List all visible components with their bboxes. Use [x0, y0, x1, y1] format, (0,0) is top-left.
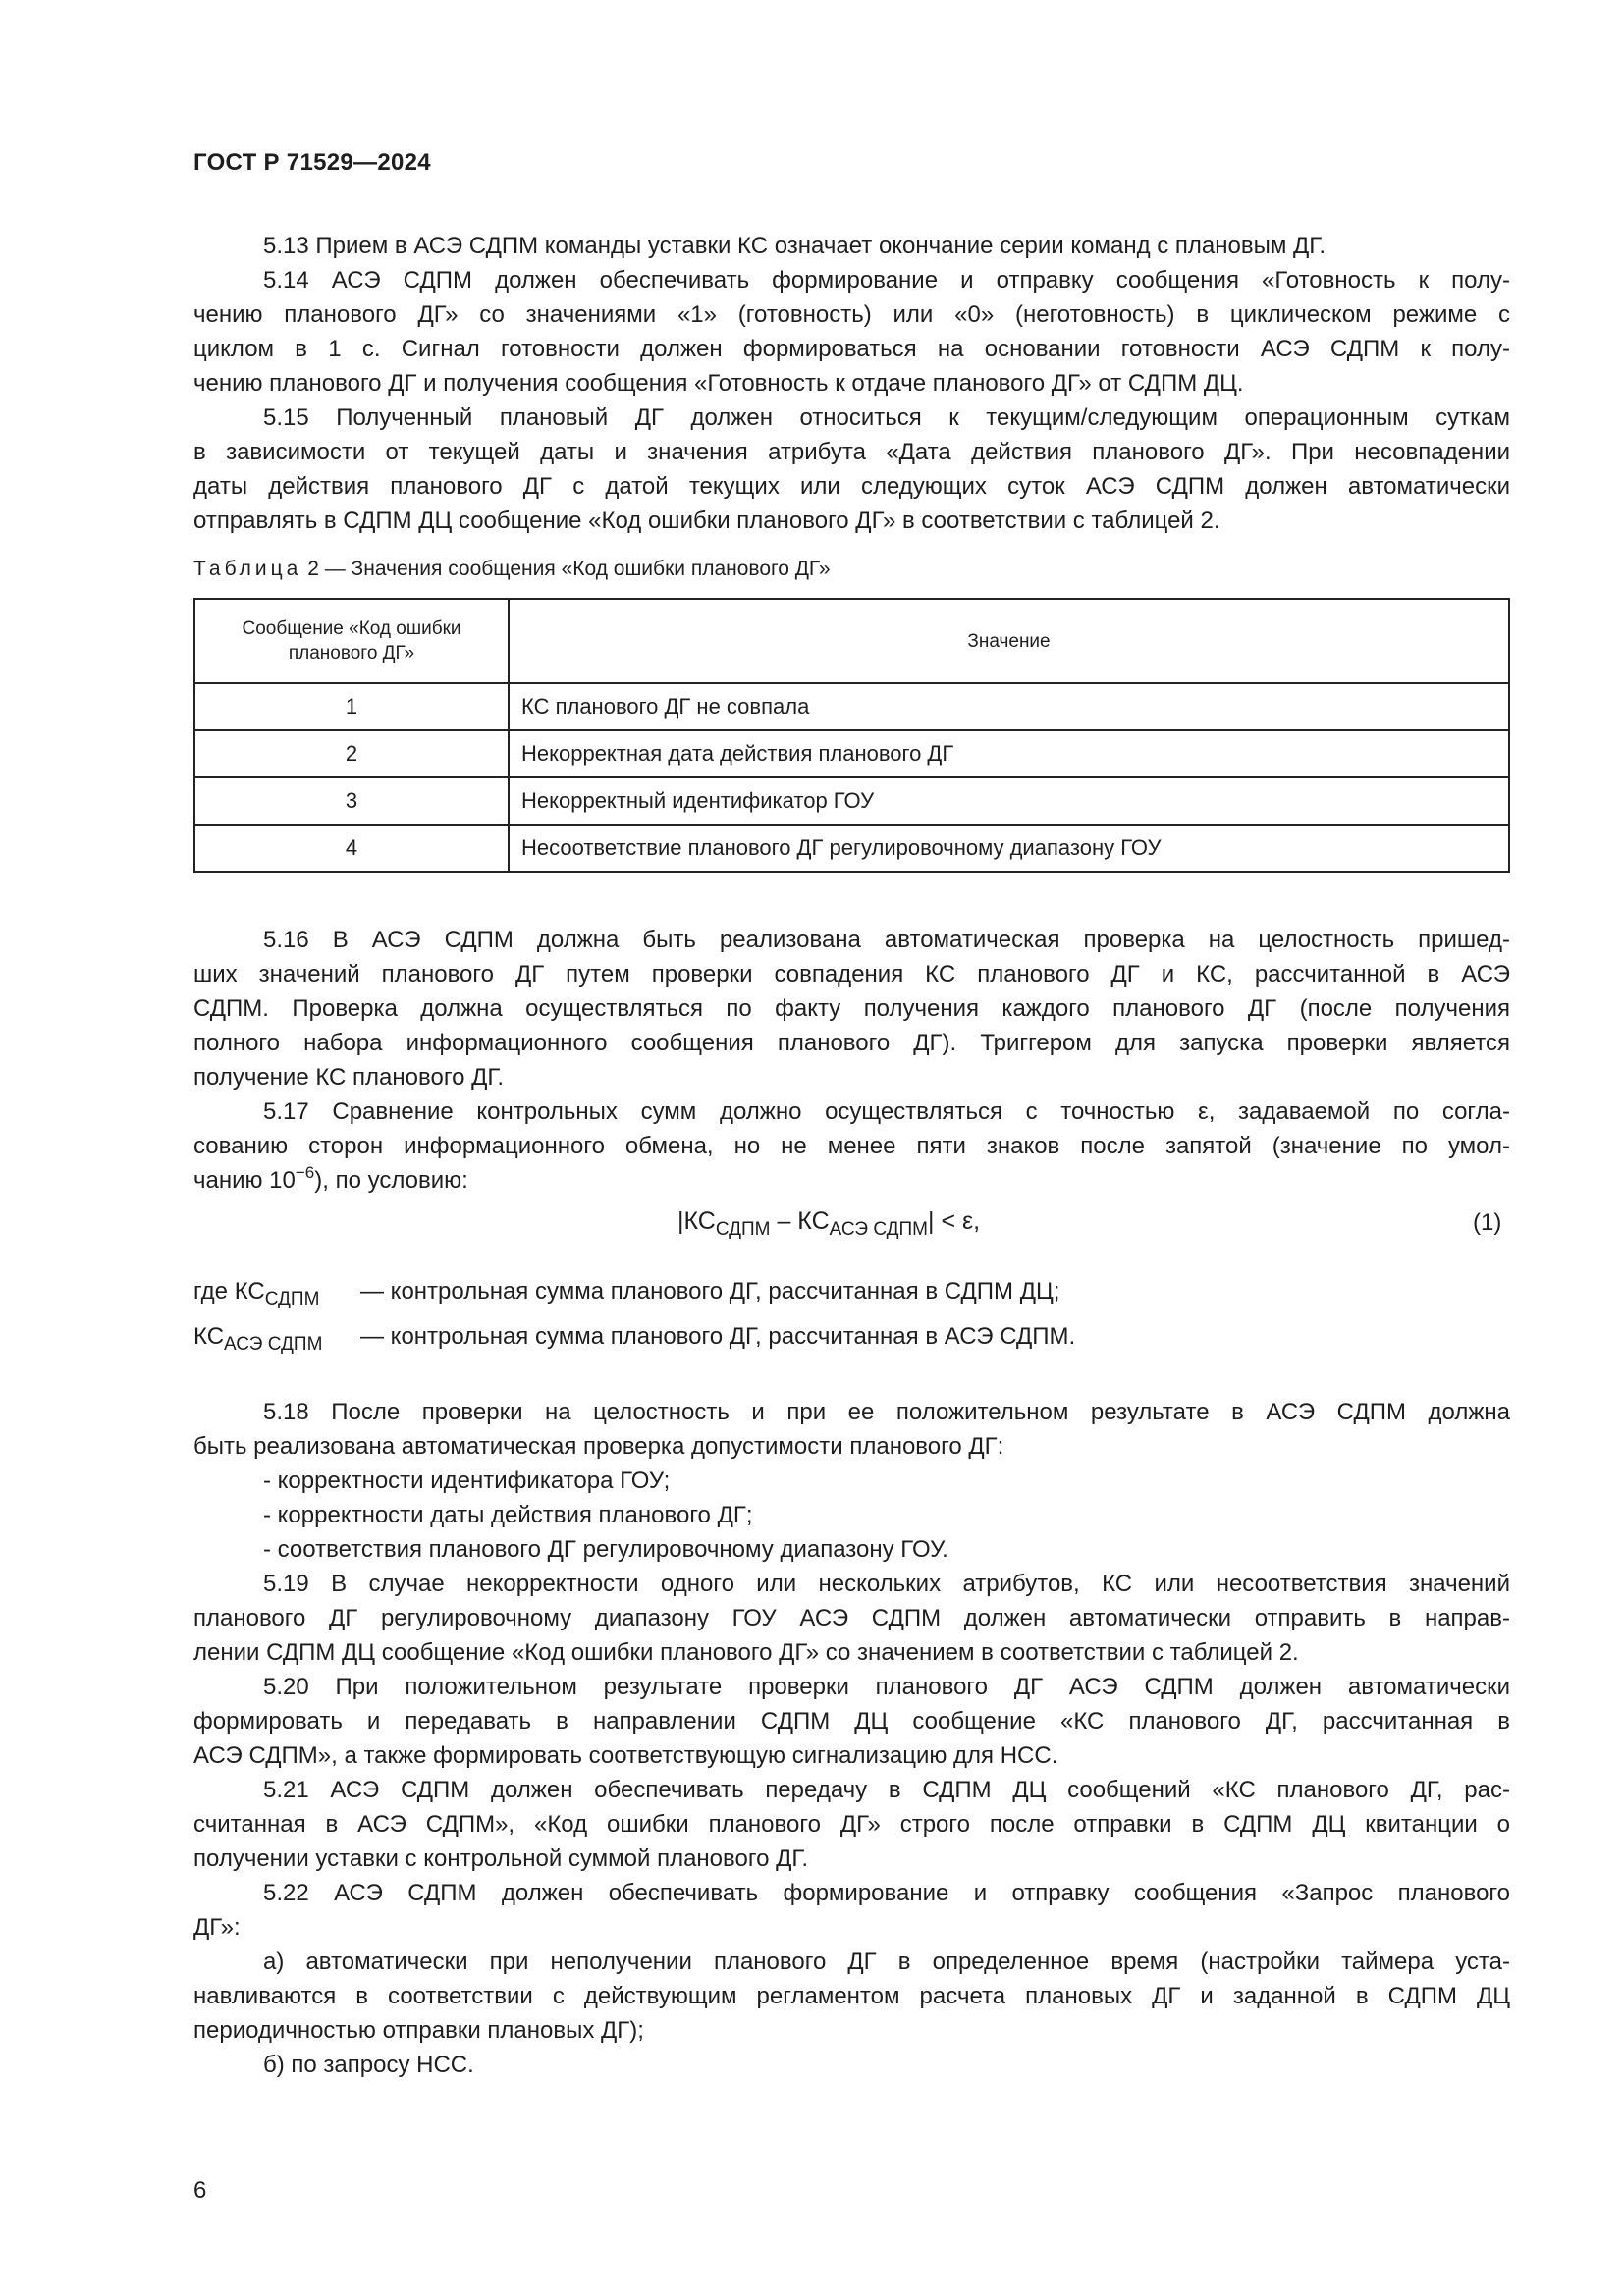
paragraph-line: даты действия планового ДГ с датой текущих или следующих суток АСЭ СДПМ должен автоматически — [193, 473, 1510, 500]
formula-number: (1) — [1473, 1209, 1502, 1236]
paragraph-line: сованию сторон информационного обмена, но не менее пяти знаков после запятой (значение по умол- — [193, 1133, 1510, 1159]
paragraph-line: 5.21 АСЭ СДПМ должен обеспечивать передачу в СДПМ ДЦ сообщений «КС планового ДГ, рас- — [263, 1777, 1510, 1803]
table-cell-code: 2 — [194, 730, 509, 777]
table-row — [194, 683, 1509, 730]
list-item: - соответствия планового ДГ регулировочному диапазону ГОУ. — [263, 1536, 948, 1563]
paragraph-line: полного набора информационного сообщения планового ДГ). Триггером для запуска проверки является — [193, 1030, 1510, 1056]
formula-legend-item: где $КС_{СДПМ}$ — [193, 1278, 320, 1309]
table-cell-code: 1 — [194, 683, 509, 730]
table-cell-meaning: Некорректный идентификатор ГОУ — [509, 777, 1509, 825]
paragraph-line: в зависимости от текущей даты и значения атрибута «Дата действия планового ДГ». При несовпадении — [193, 439, 1510, 465]
paragraph-line: АСЭ СДПМ», а также формировать соответствующую сигнализацию для НСС. — [193, 1742, 1058, 1769]
table-header-meaning: Значение — [509, 599, 1509, 683]
paragraph-line: СДПМ. Проверка должна осуществляться по факту получения каждого планового ДГ (после получения — [193, 995, 1510, 1022]
paragraph-line: 5.13 Прием в АСЭ СДПМ команды уставки КС означает окончание серии команд с плановым ДГ. — [263, 233, 1326, 259]
list-item: б) по запросу НСС. — [263, 2052, 474, 2078]
formula-legend-item: $КС_{АСЭ СДПМ}$ — [193, 1323, 323, 1355]
table-caption-label: Таблица — [193, 558, 302, 580]
table-header-row — [194, 599, 1509, 683]
paragraph-line: планового ДГ регулировочному диапазону ГОУ АСЭ СДПМ должен автоматически отправить в направ- — [193, 1605, 1510, 1631]
paragraph-line: формировать и передавать в направлении СДПМ ДЦ сообщение «КС планового ДГ, рассчитанная в — [193, 1708, 1510, 1735]
table-row — [194, 825, 1509, 872]
paragraph-line: 5.17 Сравнение контрольных сумм должно осуществляться с точностью ε, задаваемой по согла- — [263, 1098, 1510, 1125]
list-item: - корректности идентификатора ГОУ; — [263, 1468, 671, 1494]
paragraph-line: получение КС планового ДГ. — [193, 1064, 505, 1091]
paragraph-line: чению планового ДГ» со значениями «1» (готовность) или «0» (неготовность) в циклическом режиме с — [193, 301, 1510, 328]
table-cell-code: 4 — [194, 825, 509, 872]
paragraph-line: 5.14 АСЭ СДПМ должен обеспечивать формирование и отправку сообщения «Готовность к полу- — [263, 267, 1510, 294]
page-number: 6 — [193, 2177, 207, 2204]
paragraph-line: ших значений планового ДГ путем проверки совпадения КС планового ДГ и КС, рассчитанной в АСЭ — [193, 961, 1510, 988]
paragraph-line: отправлять в СДПМ ДЦ сообщение «Код ошибки планового ДГ» в соответствии с таблицей 2. — [193, 507, 1220, 534]
table-cell-code: 3 — [194, 777, 509, 825]
paragraph-line: ДГ»: — [193, 1914, 241, 1941]
paragraph-line: 5.15 Полученный плановый ДГ должен относиться к текущим/следующим операционным суткам — [263, 404, 1510, 431]
table-cell-meaning: Несоответствие планового ДГ регулировочному диапазону ГОУ — [509, 825, 1509, 872]
paragraph-line: 5.22 АСЭ СДПМ должен обеспечивать формирование и отправку сообщения «Запрос планового — [263, 1880, 1510, 1906]
paragraph-line: 5.16 В АСЭ СДПМ должна быть реализована автоматическая проверка на целостность пришед- — [263, 927, 1510, 953]
table-caption-text: 2 — Значения сообщения «Код ошибки планового ДГ» — [307, 558, 831, 580]
table-cell-meaning: Некорректная дата действия планового ДГ — [509, 730, 1509, 777]
paragraph-line: лении СДПМ ДЦ сообщение «Код ошибки планового ДГ» со значением в соответствии с таблицей 2. — [193, 1639, 1299, 1666]
document-header: ГОСТ Р 71529—2024 — [193, 149, 431, 176]
paragraph-line: 5.19 В случае некорректности одного или нескольких атрибутов, КС или несоответствия значений — [263, 1571, 1510, 1597]
formula-legend-text: — контрольная сумма планового ДГ, рассчитанная в СДПМ ДЦ; — [360, 1278, 1060, 1305]
table-row — [194, 730, 1509, 777]
formula-1: $|КС_{СДПМ} - КС_{АСЭ СДПМ}| < \varepsilon$, — [677, 1207, 981, 1240]
list-item: - корректности даты действия планового ДГ; — [263, 1502, 753, 1528]
paragraph-line: 5.20 При положительном результате проверки планового ДГ АСЭ СДПМ должен автоматически — [263, 1674, 1510, 1700]
paragraph-line: считанная в АСЭ СДПМ», «Код ошибки планового ДГ» строго после отправки в СДПМ ДЦ квитанции о — [193, 1811, 1510, 1838]
list-item-continuation: периодичностью отправки плановых ДГ); — [193, 2017, 644, 2044]
table-cell-meaning: КС планового ДГ не совпала — [509, 683, 1509, 730]
formula-legend-text: — контрольная сумма планового ДГ, рассчитанная в АСЭ СДПМ. — [360, 1323, 1076, 1350]
paragraph-line: чанию $10^{-6}$), по условию: — [193, 1163, 468, 1194]
paragraph-line: циклом в 1 с. Сигнал готовности должен формироваться на основании готовности АСЭ СДПМ к полу- — [193, 336, 1510, 362]
error-code-table — [193, 598, 1510, 873]
list-item-continuation: навливаются в соответствии с действующим регламентом расчета плановых ДГ и заданной в СДПМ ДЦ — [193, 1983, 1510, 2009]
table-row — [194, 777, 1509, 825]
paragraph-line: 5.18 После проверки на целостность и при ее положительном результате в АСЭ СДПМ должна — [263, 1399, 1510, 1425]
paragraph-line: получении уставки с контрольной суммой планового ДГ. — [193, 1845, 809, 1872]
paragraph-line: чению планового ДГ и получения сообщения «Готовность к отдаче планового ДГ» от СДПМ ДЦ. — [193, 370, 1244, 397]
table-caption — [193, 558, 831, 581]
table-header-code: Сообщение «Код ошибки планового ДГ» — [194, 599, 509, 683]
list-item: а) автоматически при неполучении планового ДГ в определенное время (настройки таймера уста- — [263, 1949, 1510, 1975]
paragraph-line: быть реализована автоматическая проверка допустимости планового ДГ: — [193, 1433, 1004, 1460]
